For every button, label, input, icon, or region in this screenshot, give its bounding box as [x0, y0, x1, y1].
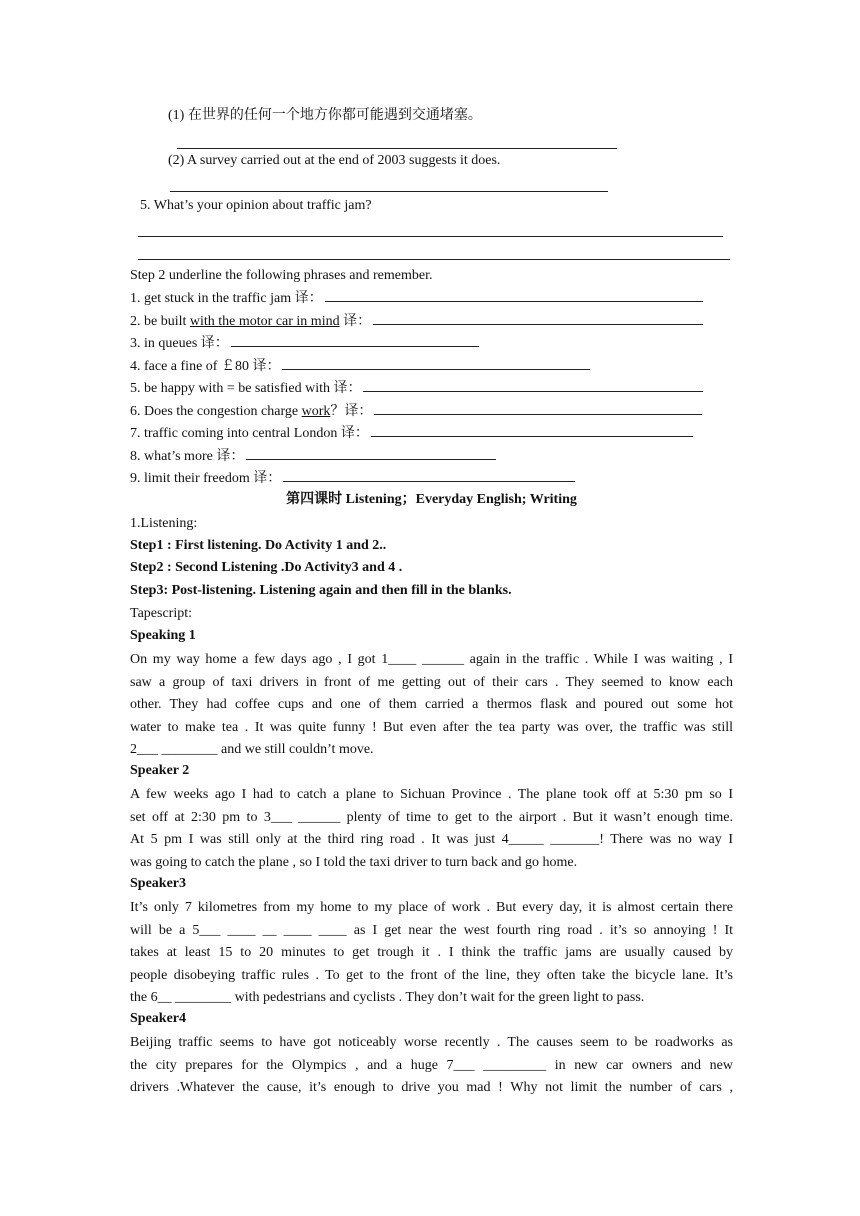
- listening-step3: Step3: Post-listening. Listening again and then fill in the blanks.: [130, 583, 512, 598]
- translation-sentence-1: (1) 在世界的任何一个地方你都可能遇到交通堵塞。: [168, 108, 482, 123]
- phrase-item: [130, 445, 498, 467]
- phrase-item: [130, 377, 705, 399]
- lesson-heading: 第四课时 Listening；Everyday English; Writing: [286, 492, 577, 507]
- speaker-heading: Speaker3: [130, 876, 186, 891]
- paragraph-line: the 6__ ________ with pedestrians and cyclists . They don’t wait for the green light to pass.: [130, 990, 645, 1005]
- answer-blank: [282, 355, 590, 370]
- question-5: 5. What’s your opinion about traffic jam?: [140, 198, 372, 213]
- paragraph-line: Beijing traffic seems to have got noticeably worse recently . The causes seem to be roadworks as: [130, 1035, 733, 1050]
- answer-blank: [231, 332, 479, 347]
- step2-title: Step 2 underline the following phrases and remember.: [130, 268, 433, 283]
- speaker-paragraph: [130, 1032, 733, 1100]
- phrase-item: [130, 287, 705, 309]
- answer-blank: [283, 467, 575, 482]
- answer-blank: [246, 445, 496, 460]
- speaker-paragraph: [130, 897, 733, 1010]
- translation-sentence-2: (2) A survey carried out at the end of 2003 suggests it does.: [168, 153, 501, 168]
- speaker-heading: Speaking 1: [130, 628, 196, 643]
- paragraph-line: A few weeks ago I had to catch a plane to Sichuan Province . The plane took off at 5:30 pm so I: [130, 787, 733, 802]
- paragraph-line: water to make tea . It was quite funny ! But even after the tea party was over, the traffic was still: [130, 719, 733, 735]
- speaker-heading: Speaker4: [130, 1011, 186, 1026]
- speaker-paragraph: [130, 649, 733, 762]
- answer-line: [177, 148, 617, 149]
- phrase-text: 2. be built: [130, 314, 190, 329]
- phrase-text: 5. be happy with = be satisfied with 译：: [130, 381, 362, 396]
- phrase-text: 9. limit their freedom 译：: [130, 471, 282, 486]
- phrase-item: [130, 467, 577, 489]
- phrase-item: [130, 310, 705, 332]
- answer-blank: [325, 287, 703, 302]
- paragraph-line: drivers .Whatever the cause, it’s enough to drive you mad ! Why not limit the number of cars ,: [130, 1080, 733, 1095]
- phrase-text: 4. face a fine of ￡80 译：: [130, 359, 281, 374]
- answer-line: [138, 259, 730, 260]
- paragraph-line: the city prepares for the Olympics , and a huge 7___ _________ in new car owners and new: [130, 1057, 733, 1073]
- answer-blank: [374, 400, 702, 415]
- paragraph-line: It’s only 7 kilometres from my home to my place of work . But every day, it is almost certain there: [130, 900, 733, 915]
- phrase-text: 6. Does the congestion charge: [130, 404, 302, 419]
- paragraph-line: was going to catch the plane , so I told the taxi driver to turn back and go home.: [130, 854, 578, 870]
- phrase-underlined: with the motor car in mind: [189, 314, 340, 329]
- phrase-text: 3. in queues 译：: [130, 336, 229, 351]
- paragraph-line: set off at 2:30 pm to 3___ ______ plenty of time to get to the airport . But it wasn’t enough time.: [130, 809, 733, 825]
- listening-step1: Step1 : First listening. Do Activity 1 and 2..: [130, 538, 387, 553]
- phrase-suffix: 译：: [339, 314, 372, 329]
- listening-step2: Step2 : Second Listening .Do Activity3 and 4 .: [130, 560, 403, 575]
- paragraph-line: At 5 pm I was still only at the third ring road . It was just 4_____ _______! There was no way I: [130, 832, 733, 847]
- listening-label: 1.Listening:: [130, 516, 198, 531]
- paragraph-line: takes at least 15 to 20 minutes to get trough it . I think the traffic jams are usually caused by: [130, 945, 733, 960]
- speaker-heading: Speaker 2: [130, 763, 190, 778]
- phrase-text: 8. what’s more 译：: [130, 449, 245, 464]
- tapescript-label: Tapescript:: [130, 606, 192, 621]
- speaker-paragraph: [130, 784, 733, 874]
- phrase-item: [130, 332, 481, 354]
- paragraph-line: On my way home a few days ago , I got 1____ ______ again in the traffic . While I was waiting , I: [130, 652, 733, 667]
- answer-line: [170, 191, 608, 192]
- phrase-text: 1. get stuck in the traffic jam 译：: [130, 291, 323, 306]
- phrase-text: 7. traffic coming into central London 译：: [130, 426, 369, 441]
- paragraph-line: other. They had coffee cups and one of them carried a thermos flask and poured out some hot: [130, 697, 733, 712]
- paragraph-line: saw a group of taxi drivers in front of me getting out of their cars . They seemed to know each: [130, 674, 733, 690]
- answer-blank: [371, 422, 693, 437]
- phrase-suffix: ？译：: [330, 404, 373, 419]
- phrase-item: [130, 422, 695, 444]
- phrase-underlined: work: [301, 404, 331, 419]
- paragraph-line: will be a 5___ ____ __ ____ ____ as I get near the west fourth ring road . it’s so annoying ! It: [130, 922, 733, 938]
- paragraph-line: people disobeying traffic rules . To get to the front of the line, they often take the bicycle lane. It’s: [130, 967, 733, 983]
- phrase-item: [130, 355, 592, 377]
- answer-blank: [373, 310, 703, 325]
- phrase-item: [130, 400, 704, 422]
- paragraph-line: 2___ ________ and we still couldn’t move.: [130, 742, 374, 757]
- answer-blank: [363, 377, 703, 392]
- answer-line: [138, 236, 723, 237]
